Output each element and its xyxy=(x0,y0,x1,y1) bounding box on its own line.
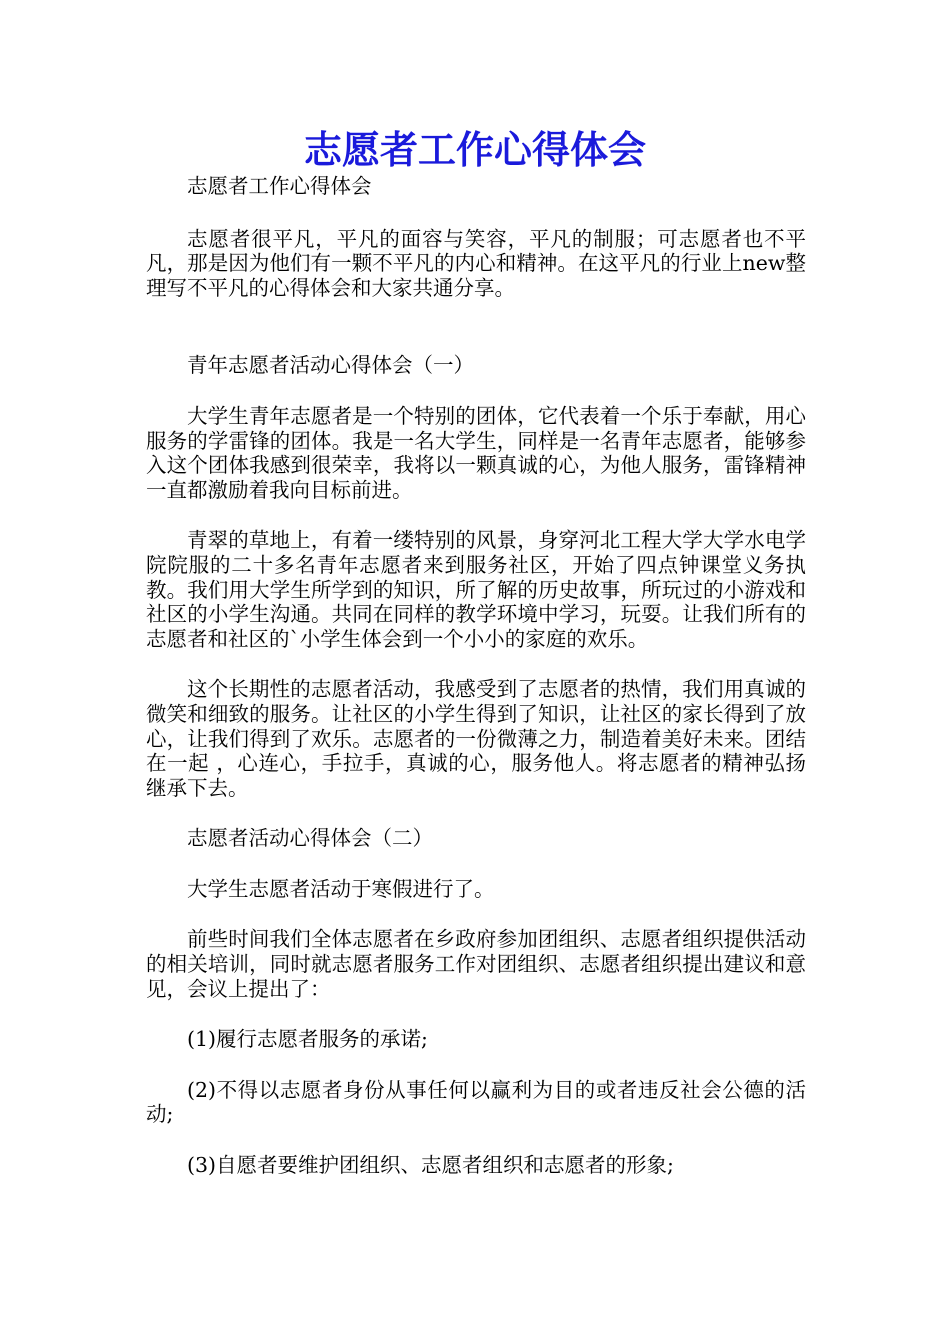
paragraph: 前些时间我们全体志愿者在乡政府参加团组织、志愿者组织提供活动的相关培训，同时就志愿者服务工作对团组织、志愿者组织提出建议和意见，会议上提出了： xyxy=(146,927,806,1001)
list-item: (3)自愿者要维护团组织、志愿者组织和志愿者的形象; xyxy=(187,1153,674,1178)
paragraph: 这个长期性的志愿者活动，我感受到了志愿者的热情，我们用真诚的微笑和细致的服务。让社区的小学生得到了知识，让社区的家长得到了放心，让我们得到了欢乐。志愿者的一份微薄之力，制造着美好未来。团结在一起 ，心连心，手拉手，真诚的心，服务他人。将志愿者的精神弘扬继承下去。 xyxy=(146,677,806,800)
paragraph: 青翠的草地上，有着一缕特别的风景，身穿河北工程大学大学水电学院院服的二十多名青年志愿者来到服务社区，开始了四点钟课堂义务执教。我们用大学生所学到的知识，所了解的历史故事，所玩过的小游戏和社区的小学生沟通。共同在同样的教学环境中学习，玩耍。让我们所有的志愿者和社区的`小学生体会到一个小小的家庭的欢乐。 xyxy=(146,528,806,651)
section-heading-two: 志愿者活动心得体会（二） xyxy=(187,826,433,851)
document-subtitle: 志愿者工作心得体会 xyxy=(187,174,372,198)
list-item: (2)不得以志愿者身份从事任何以赢利为目的或者违反社会公德的活动; xyxy=(146,1077,806,1127)
document-title: 志愿者工作心得体会 xyxy=(303,128,646,172)
intro-paragraph: 志愿者很平凡，平凡的面容与笑容，平凡的制服；可志愿者也不平凡，那是因为他们有一颗不平凡的内心和精神。在这平凡的行业上new整理写不平凡的心得体会和大家共通分享。 xyxy=(146,226,806,300)
list-item: (1)履行志愿者服务的承诺; xyxy=(187,1027,428,1052)
paragraph: 大学生青年志愿者是一个特别的团体，它代表着一个乐于奉献，用心服务的学雷锋的团体。我是一名大学生，同样是一名青年志愿者，能够参入这个团体我感到很荣幸，我将以一颗真诚的心，为他人服务，雷锋精神一直都激励着我向目标前进。 xyxy=(146,403,806,502)
section-heading-one: 青年志愿者活动心得体会（一） xyxy=(187,353,474,378)
document-body xyxy=(146,174,806,1178)
paragraph: 大学生志愿者活动于寒假进行了。 xyxy=(187,876,495,901)
